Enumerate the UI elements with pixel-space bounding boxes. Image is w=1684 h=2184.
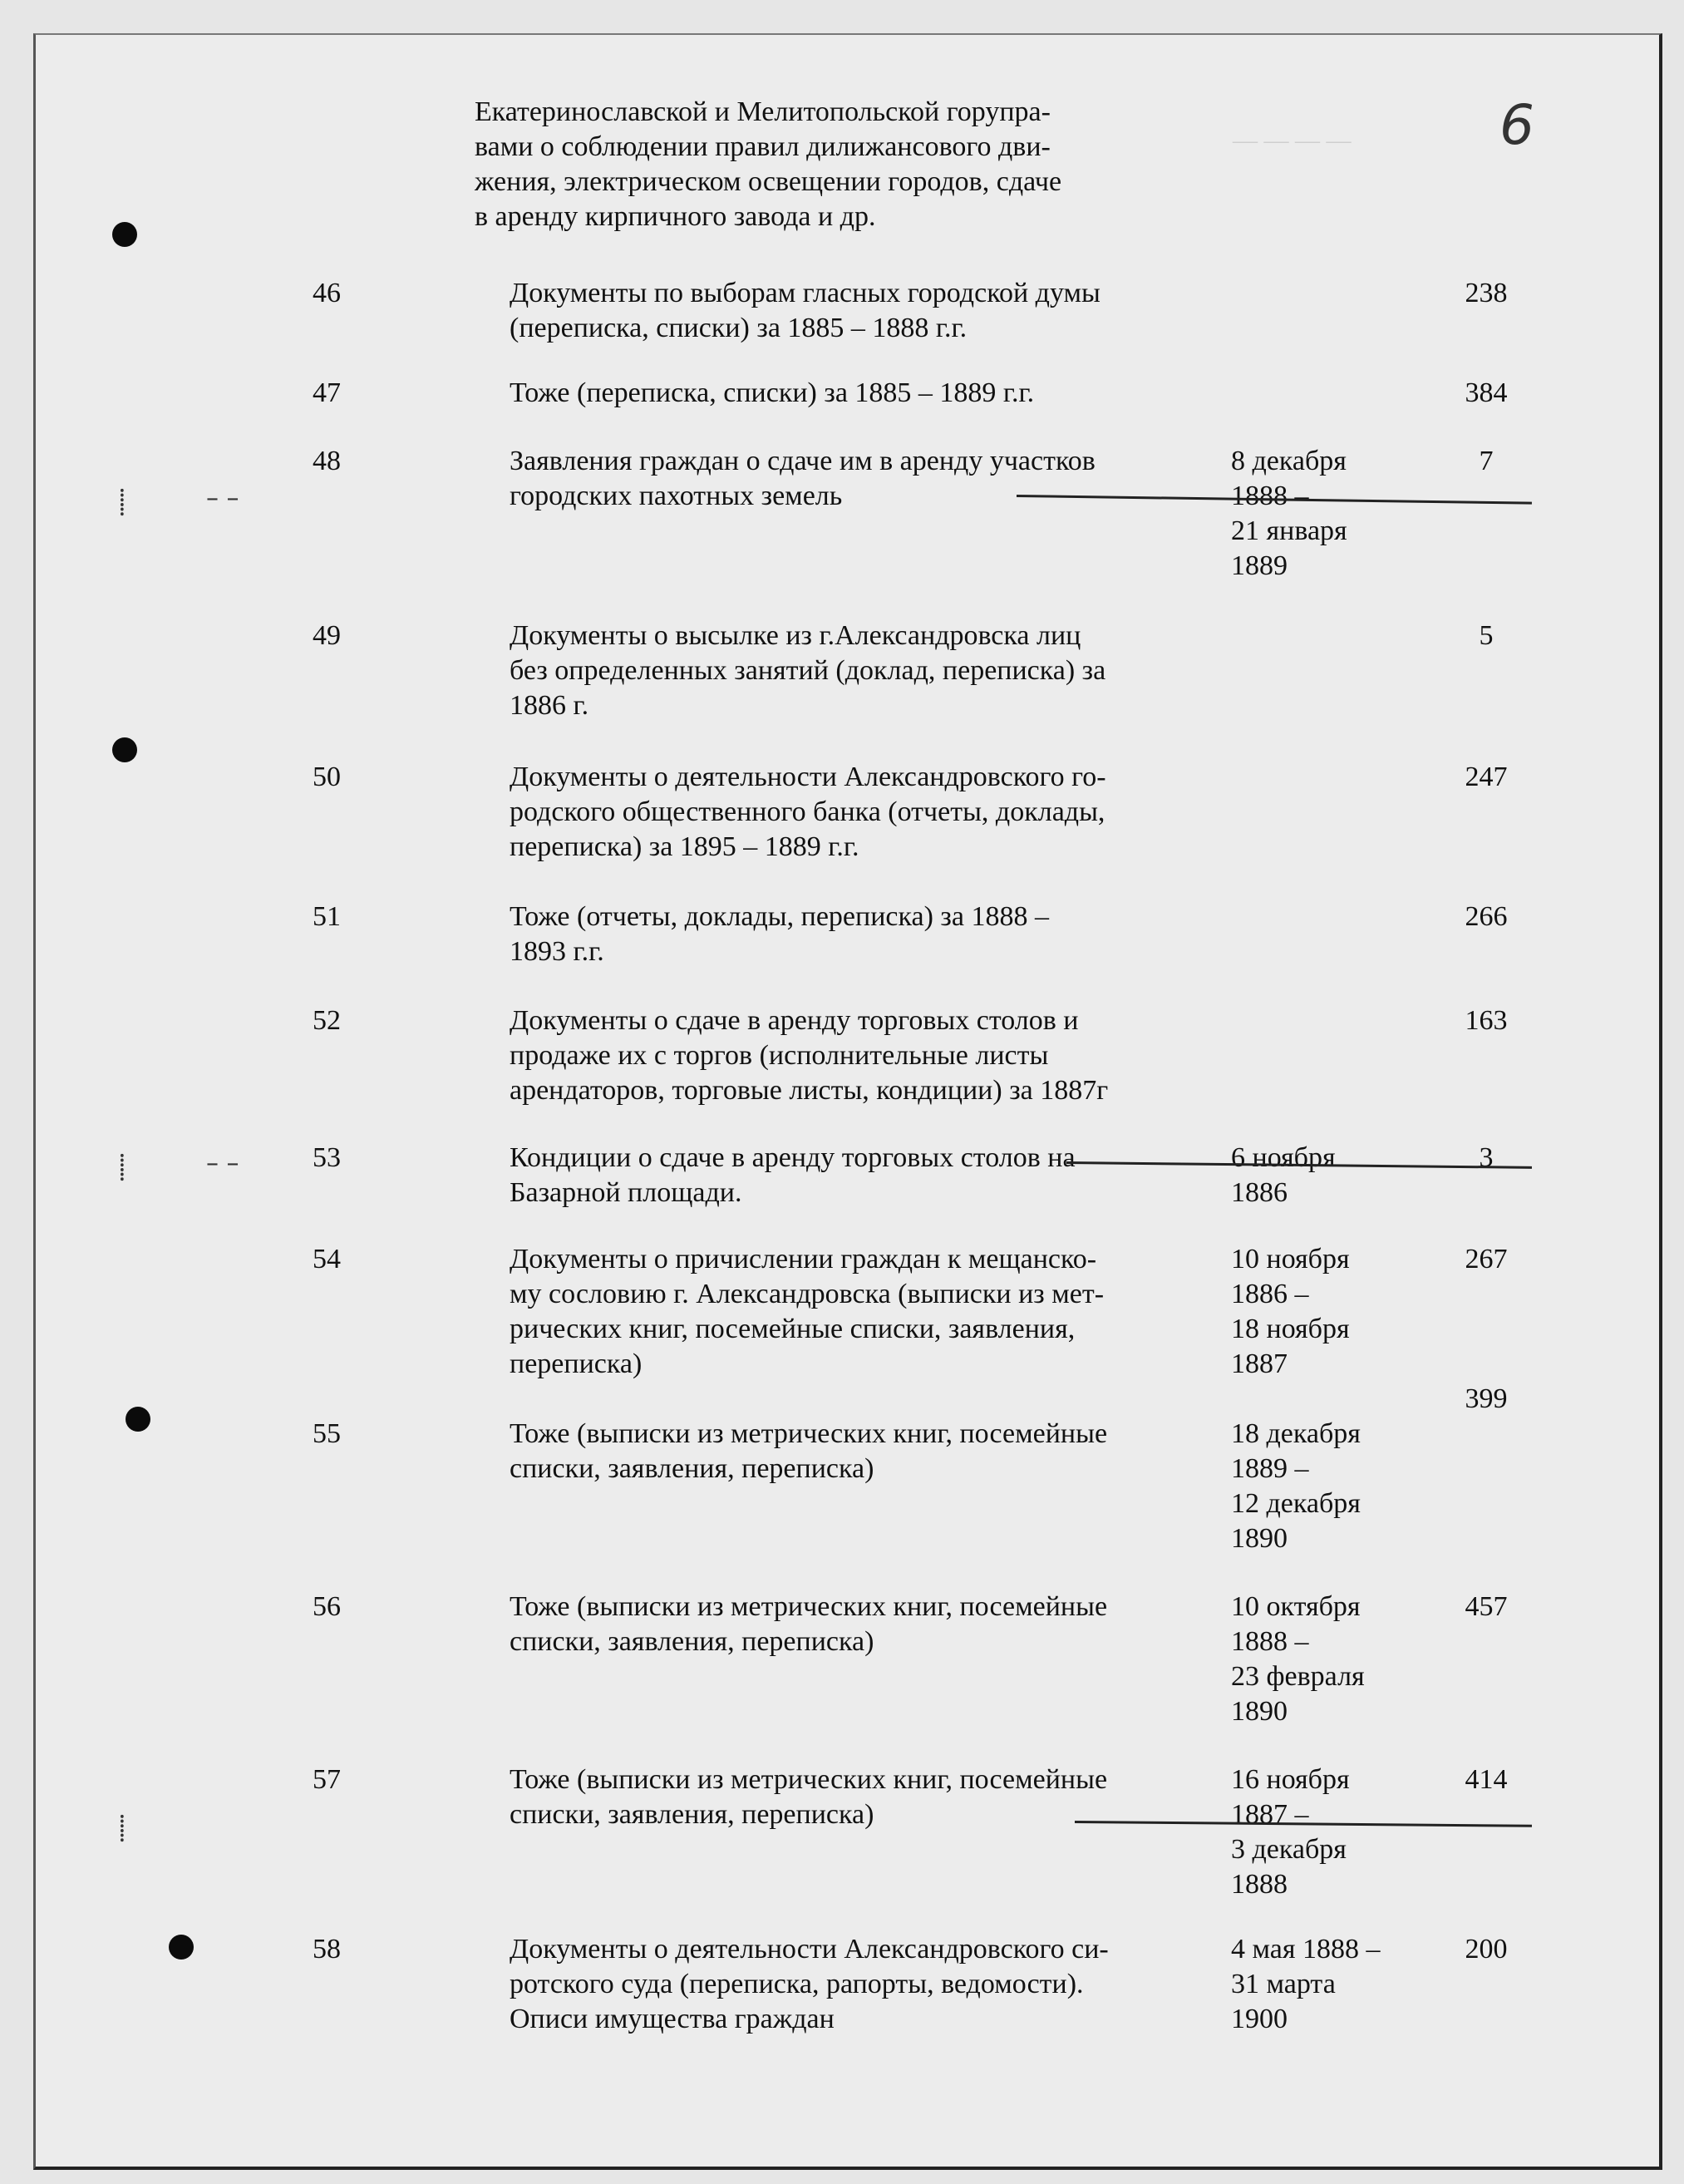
entry-date: 1890	[1231, 1696, 1288, 1727]
entry-description: списки, заявления, переписка)	[510, 1799, 874, 1830]
entry-date: 16 ноября	[1231, 1764, 1350, 1795]
document-page	[33, 33, 1662, 2170]
punch-hole	[112, 737, 137, 762]
entry-number: 48	[313, 446, 341, 476]
entry-number: 56	[313, 1591, 341, 1622]
sheet-count: 247	[1465, 762, 1508, 792]
entry-description: Базарной площади.	[510, 1177, 742, 1208]
entry-number: 53	[313, 1142, 341, 1173]
entry-number: 57	[313, 1764, 341, 1795]
entry-date: 12 декабря	[1231, 1488, 1361, 1519]
entry-description: 1893 г.г.	[510, 936, 604, 967]
entry-description: Кондиции о сдаче в аренду торговых столов на	[510, 1142, 1076, 1173]
entry-description: му сословию г. Александровска (выписки из мет-	[510, 1279, 1105, 1309]
entry-description: Документы о высылке из г.Александровска лиц	[510, 620, 1081, 651]
entry-description: родского общественного банка (отчеты, доклады,	[510, 796, 1105, 827]
entry-description: без определенных занятий (доклад, переписка) за	[510, 655, 1106, 686]
entry-date: 6 ноября	[1231, 1142, 1336, 1173]
margin-mark: ⸽	[119, 1814, 126, 1843]
entry-date: 1887 –	[1231, 1799, 1309, 1830]
entry-date: 1886 –	[1231, 1279, 1309, 1309]
entry-description: списки, заявления, переписка)	[510, 1626, 874, 1657]
punch-hole	[112, 222, 137, 247]
sheet-count: 414	[1465, 1764, 1508, 1795]
continuation-line: в аренду кирпичного завода и др.	[475, 201, 876, 232]
entry-date: 1888	[1231, 1869, 1288, 1900]
entry-description: Документы о деятельности Александровского си-	[510, 1934, 1109, 1965]
entry-description: Тоже (выписки из метрических книг, посемейные	[510, 1764, 1108, 1795]
entry-date: 18 ноября	[1231, 1314, 1350, 1344]
sheet-count: 3	[1479, 1142, 1494, 1173]
continuation-line: Екатеринославской и Мелитопольской горупра-	[475, 96, 1051, 127]
entry-date: 1900	[1231, 2004, 1288, 2034]
entry-date: 10 октября	[1231, 1591, 1361, 1622]
entry-date: 1889 –	[1231, 1453, 1309, 1484]
sheet-count: 384	[1465, 377, 1508, 408]
sheet-count: 200	[1465, 1934, 1508, 1965]
entry-description: Документы о сдаче в аренду торговых столов и	[510, 1005, 1079, 1036]
margin-mark: – –	[206, 484, 239, 513]
entry-date: 31 марта	[1231, 1969, 1336, 1999]
entry-description: Описи имущества граждан	[510, 2004, 835, 2034]
entry-date: 3 декабря	[1231, 1834, 1347, 1865]
entry-description: Тоже (выписки из метрических книг, посемейные	[510, 1418, 1108, 1449]
entry-description: арендаторов, торговые листы, кондиции) за 1887г	[510, 1075, 1109, 1106]
sheet-count: 5	[1479, 620, 1494, 651]
continuation-line: жения, электрическом освещении городов, сдаче	[475, 166, 1062, 197]
entry-number: 58	[313, 1934, 341, 1965]
punch-hole	[126, 1407, 150, 1432]
sheet-count: 399	[1465, 1383, 1508, 1414]
entry-date: 21 января	[1231, 515, 1347, 546]
sheet-count: 267	[1465, 1244, 1508, 1274]
page-number: 6	[1499, 93, 1534, 157]
sheet-count: 457	[1465, 1591, 1508, 1622]
entry-number: 55	[313, 1418, 341, 1449]
entry-description: Тоже (переписка, списки) за 1885 – 1889 г.г.	[510, 377, 1035, 408]
continuation-line: вами о соблюдении правил дилижансового дви-	[475, 131, 1051, 162]
entry-description: (переписка, списки) за 1885 – 1888 г.г.	[510, 313, 968, 343]
entry-number: 50	[313, 762, 341, 792]
entry-description: Документы о причислении граждан к мещанско-	[510, 1244, 1097, 1274]
entry-date: 18 декабря	[1231, 1418, 1361, 1449]
margin-mark: – –	[206, 1149, 239, 1178]
margin-mark: ⸽	[119, 1153, 126, 1182]
entry-date: 1886	[1231, 1177, 1288, 1208]
entry-description: Документы о деятельности Александровского го-	[510, 762, 1106, 792]
entry-description: 1886 г.	[510, 690, 589, 721]
entry-date: 4 мая 1888 –	[1231, 1934, 1381, 1965]
entry-description: Тоже (отчеты, доклады, переписка) за 1888 –	[510, 901, 1049, 932]
entry-description: списки, заявления, переписка)	[510, 1453, 874, 1484]
entry-description: Заявления граждан о сдаче им в аренду участков	[510, 446, 1096, 476]
entry-date: 1888 –	[1231, 481, 1309, 511]
entry-description: городских пахотных земель	[510, 481, 843, 511]
entry-description: продаже их с торгов (исполнительные листы	[510, 1040, 1049, 1071]
entry-description: Документы по выборам гласных городской думы	[510, 278, 1101, 308]
entry-number: 46	[313, 278, 341, 308]
entry-number: 47	[313, 377, 341, 408]
entry-description: ротского суда (переписка, рапорты, ведомости).	[510, 1969, 1084, 1999]
entry-date: 1889	[1231, 550, 1288, 581]
entry-number: 51	[313, 901, 341, 932]
punch-hole	[169, 1935, 194, 1960]
entry-date: 1888 –	[1231, 1626, 1309, 1657]
sheet-count: 163	[1465, 1005, 1508, 1036]
entry-description: переписка) за 1895 – 1889 г.г.	[510, 831, 859, 862]
sheet-count: 238	[1465, 278, 1508, 308]
entry-date: 10 ноября	[1231, 1244, 1350, 1274]
entry-date: 8 декабря	[1231, 446, 1347, 476]
bleed-through: — — — —	[1233, 126, 1352, 154]
entry-description: переписка)	[510, 1348, 643, 1379]
entry-date: 23 февраля	[1231, 1661, 1365, 1692]
sheet-count: 7	[1479, 446, 1494, 476]
sheet-count: 266	[1465, 901, 1508, 932]
entry-date: 1890	[1231, 1523, 1288, 1554]
entry-number: 54	[313, 1244, 341, 1274]
entry-number: 49	[313, 620, 341, 651]
margin-mark: ⸽	[119, 488, 126, 517]
entry-number: 52	[313, 1005, 341, 1036]
entry-date: 1887	[1231, 1348, 1288, 1379]
entry-description: рических книг, посемейные списки, заявления,	[510, 1314, 1076, 1344]
entry-description: Тоже (выписки из метрических книг, посемейные	[510, 1591, 1108, 1622]
